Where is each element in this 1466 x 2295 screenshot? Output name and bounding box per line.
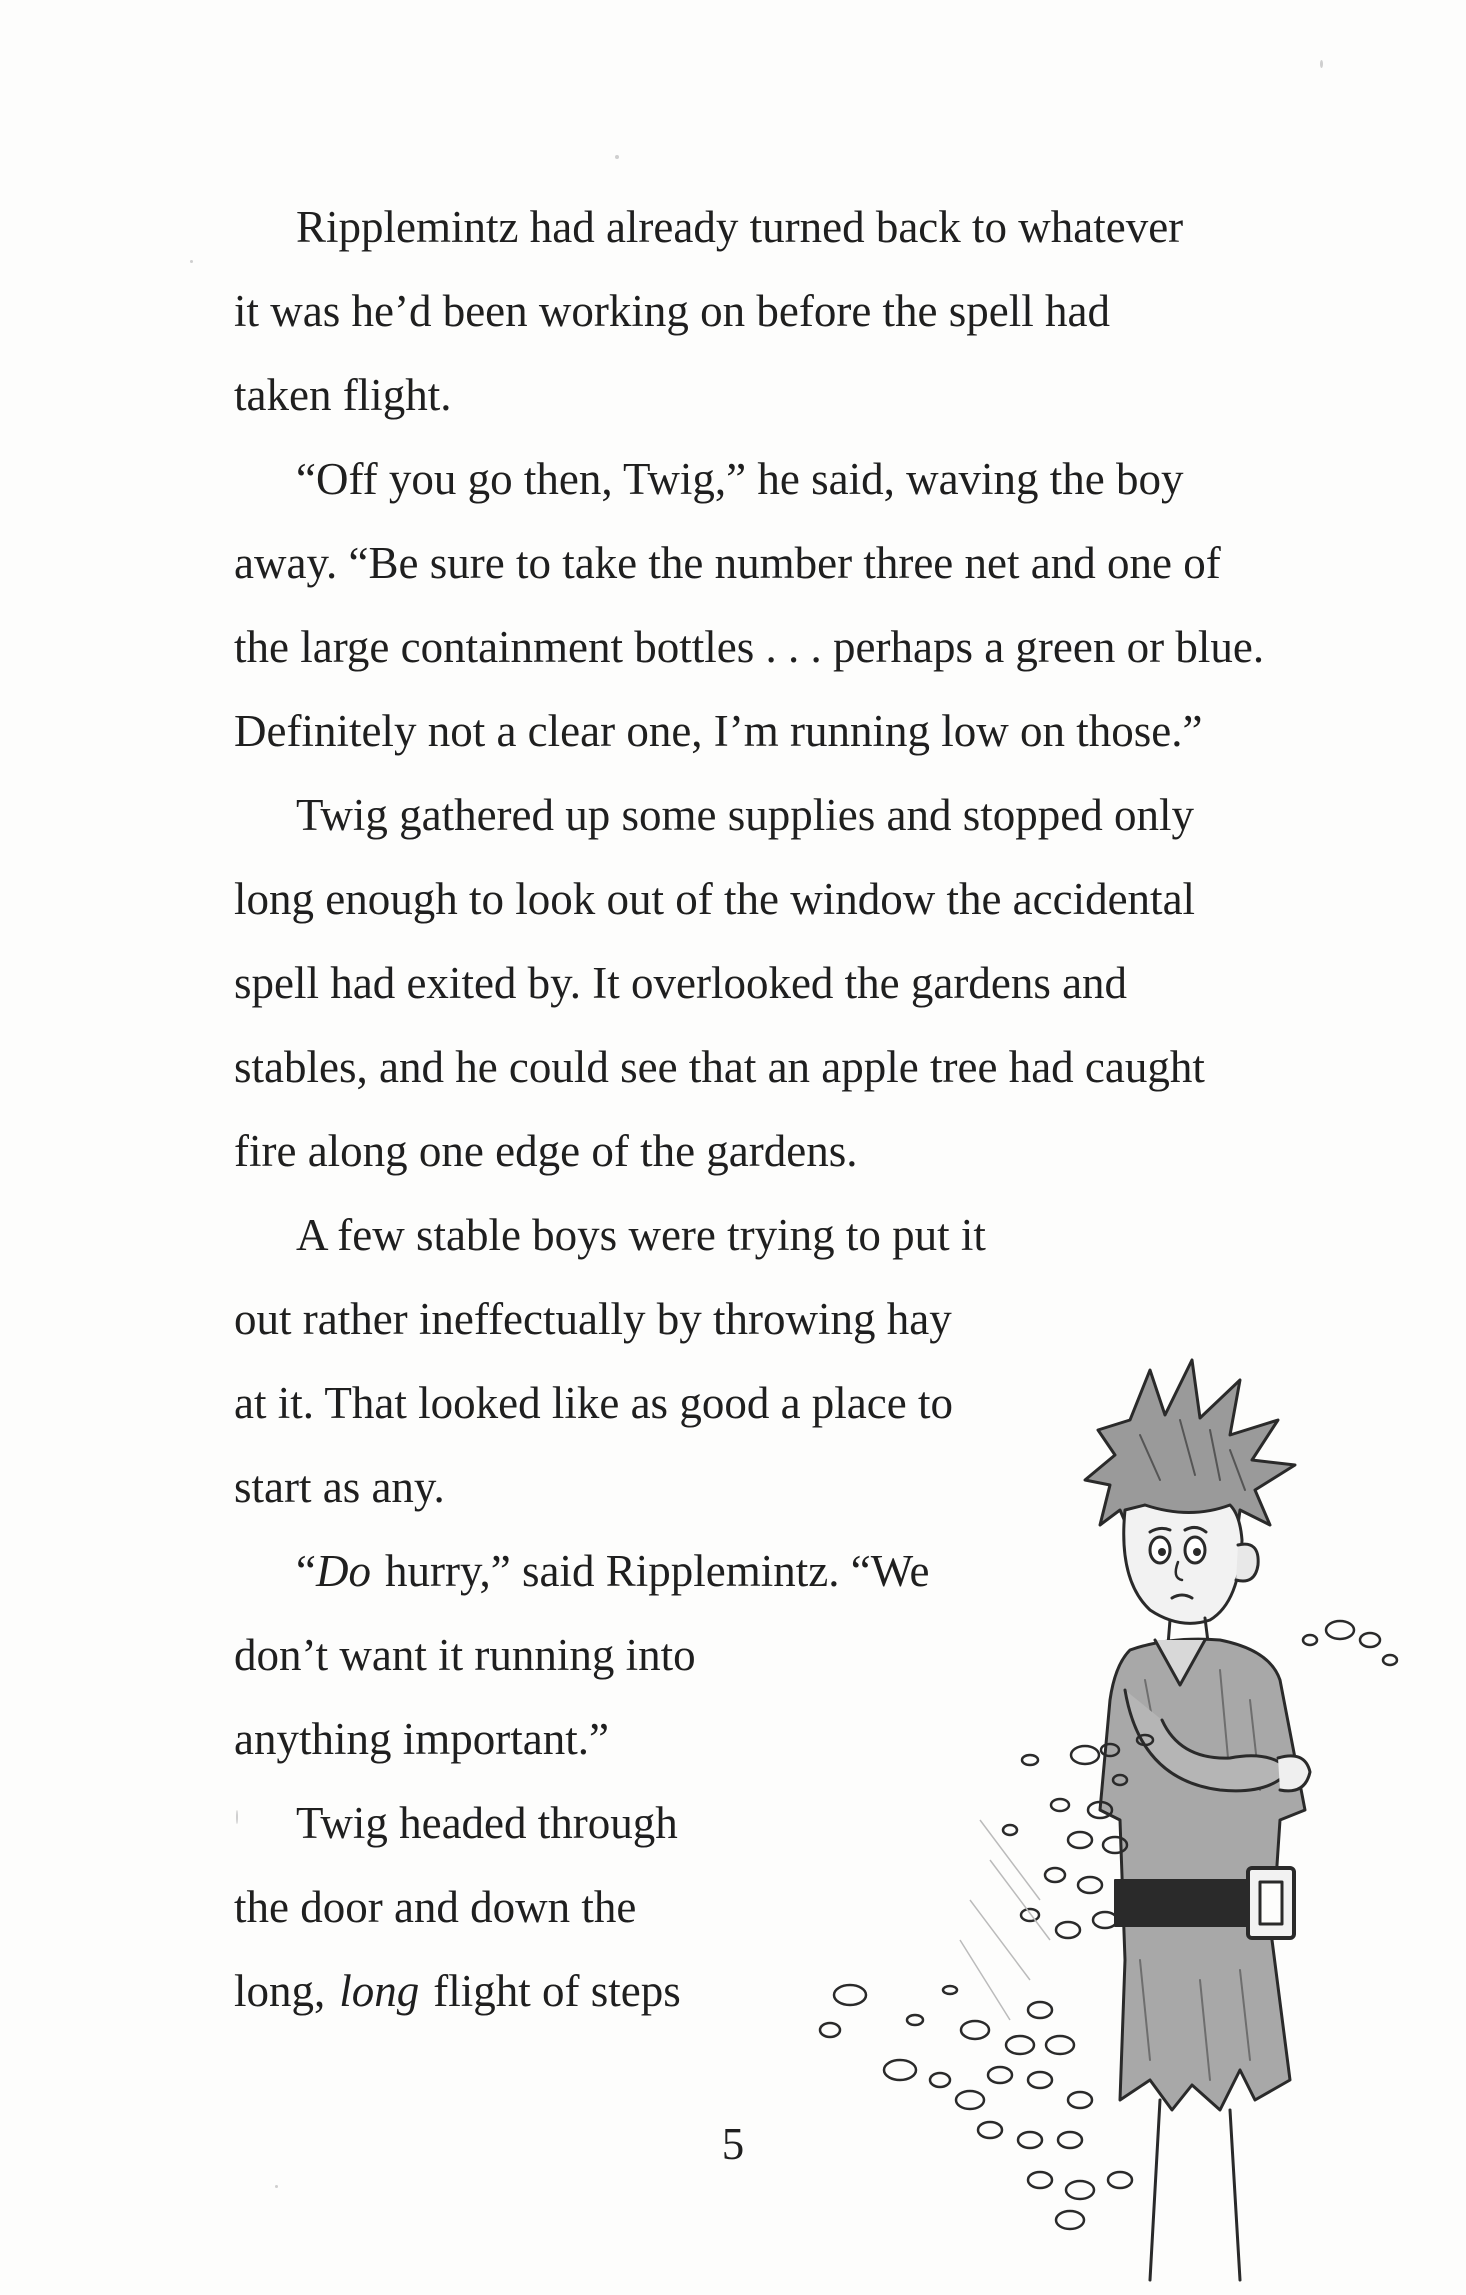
page-number: 5 bbox=[721, 2119, 745, 2169]
text-line: “ Do hurry,” said Ripplemintz. “We bbox=[296, 1546, 930, 1596]
text-line: stables, and he could see that an apple tree had caught bbox=[234, 1042, 1205, 1092]
scan-speck bbox=[615, 155, 619, 159]
text-line: the door and down the bbox=[234, 1882, 637, 1932]
text-line: Twig headed through bbox=[296, 1798, 678, 1848]
text-line: at it. That looked like as good a place to bbox=[234, 1378, 953, 1428]
text-line: out rather ineffectually by throwing hay bbox=[234, 1294, 952, 1344]
text-line: long enough to look out of the window the accidental bbox=[234, 874, 1196, 924]
scan-speck bbox=[236, 1810, 238, 1824]
text-line: don’t want it running into bbox=[234, 1630, 696, 1680]
text-line: fire along one edge of the gardens. bbox=[234, 1126, 858, 1176]
text-line: Twig gathered up some supplies and stopped only bbox=[296, 790, 1194, 840]
text-line: long, long flight of steps bbox=[234, 1966, 681, 2016]
text-line: start as any. bbox=[234, 1462, 445, 1512]
text-line: spell had exited by. It overlooked the gardens and bbox=[234, 958, 1128, 1008]
scan-speck bbox=[190, 260, 193, 263]
text-line: taken flight. bbox=[234, 370, 452, 420]
text-line: it was he’d been working on before the spell had bbox=[234, 286, 1110, 336]
text-line: A few stable boys were trying to put it bbox=[296, 1210, 986, 1260]
text-line: Definitely not a clear one, I’m running low on those.” bbox=[234, 706, 1203, 756]
scan-speck bbox=[1320, 60, 1323, 68]
text-line: the large containment bottles . . . perhaps a green or blue. bbox=[234, 622, 1265, 672]
text-line: away. “Be sure to take the number three net and one of bbox=[234, 538, 1221, 588]
text-line: “Off you go then, Twig,” he said, waving the boy bbox=[296, 454, 1184, 504]
text-line: anything important.” bbox=[234, 1714, 609, 1764]
scan-speck bbox=[275, 2185, 278, 2188]
text-line: Ripplemintz had already turned back to whatever bbox=[296, 202, 1184, 252]
